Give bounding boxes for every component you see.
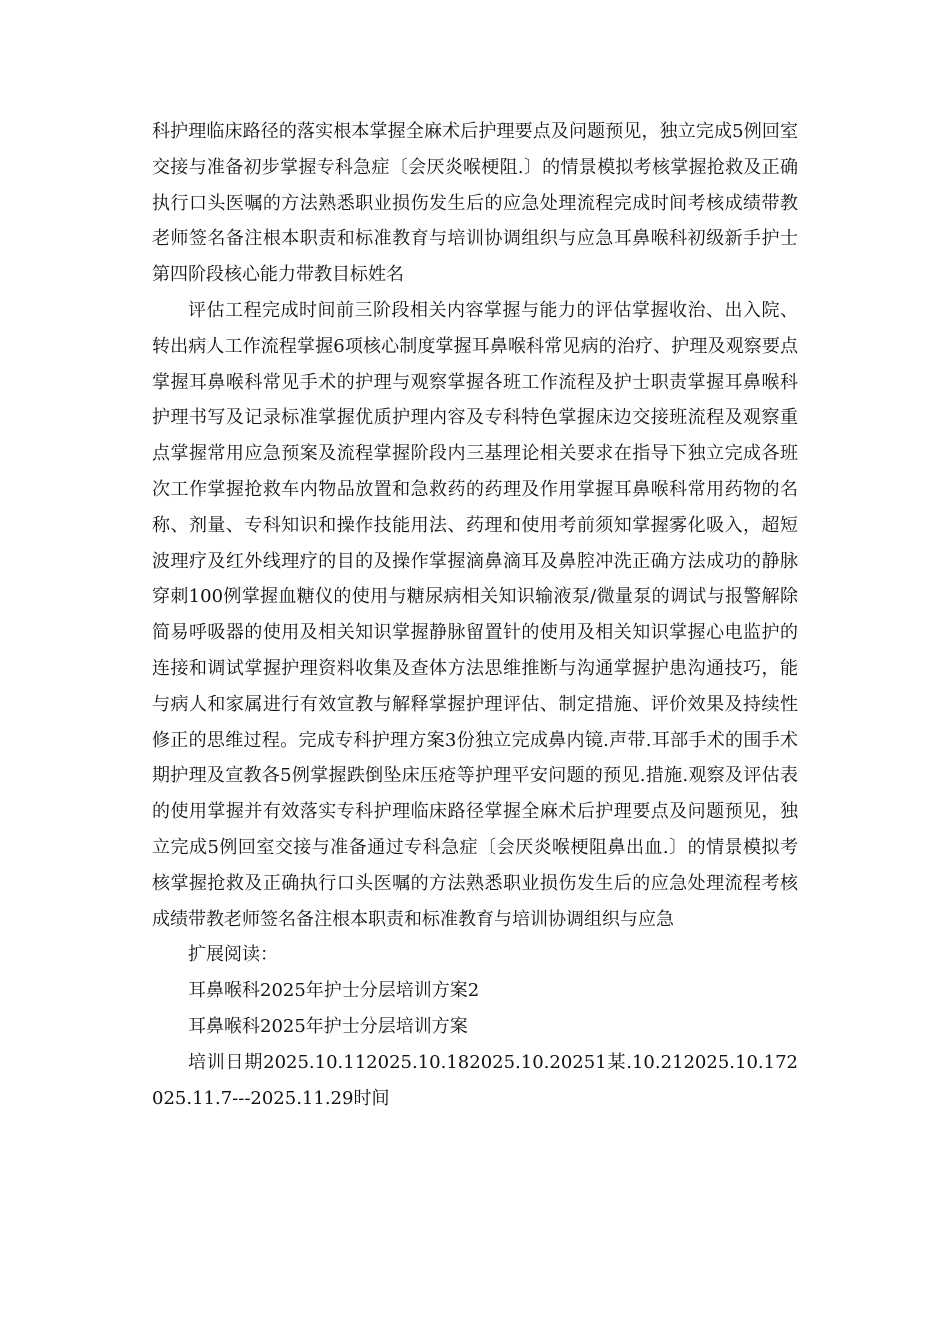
paragraph-assessment-items: 评估工程完成时间前三阶段相关内容掌握与能力的评估掌握收治、出入院、转出病人工作流程掌握6项核心制度掌握耳鼻喉科常见病的治疗、护理及观察要点掌握耳鼻喉科常见手术的护理与观察掌握各班工作流程及护士职责掌握耳鼻喉科护理书写及记录标准掌握优质护理内容及专科特色掌握床边交接班流程及观察重点掌握常用应急预案及流程掌握阶段内三基理论相关要求在指导下独立完成各班次工作掌握抢救车内物品放置和急救药的药理及作用掌握耳鼻喉科常用药物的名称、剂量、专科知识和操作技能用法、药理和使用考前须知掌握雾化吸入，超短波理疗及红外线理疗的目的及操作掌握滴鼻滴耳及鼻腔冲洗正确方法成功的静脉穿刺100例掌握血糖仪的使用与糖尿病相关知识输液泵/微量泵的调试与报警解除简易呼吸器的使用及相关知识掌握静脉留置针的使用及相关知识掌握心电监护的连接和调试掌握护理资料收集及查体方法思维推断与沟通掌握护患沟通技巧，能与病人和家属进行有效宣教与解释掌握护理评估、制定措施、评价效果及持续性修正的思维过程。完成专科护理方案3份独立完成鼻内镜.声带.耳部手术的围手术期护理及宣教各5例掌握跌倒坠床压疮等护理平安问题的预见.措施.观察及评估表的使用掌握并有效落实专科护理临床路径掌握全麻术后护理要点及问题预见，独立完成5例回室交接与准备通过专科急症〔会厌炎喉梗阻鼻出血.〕的情景模拟考核掌握抢救及正确执行口头医嘱的方法熟悉职业损伤发生后的应急处理流程考核成绩带教老师签名备注根本职责和标准教育与培训协调组织与应急 [152, 299, 798, 930]
paragraph-continuation: 科护理临床路径的落实根本掌握全麻术后护理要点及问题预见，独立完成5例回室交接与准备初步掌握专科急症〔会厌炎喉梗阻.〕的情景模拟考核掌握抢救及正确执行口头医嘱的方法熟悉职业损伤发生后的应急处理流程完成时间考核成绩带教老师签名备注根本职责和标准教育与培训协调组织与应急耳鼻喉科初级新手护士第四阶段核心能力带教目标姓名 [152, 121, 798, 286]
extended-reading-heading: 扩展阅读： [188, 944, 278, 966]
extended-reading-title: 耳鼻喉科2025年护士分层培训方案 [188, 1015, 468, 1037]
document-page [152, 114, 798, 1116]
training-dates-paragraph: 培训日期2025.10.112025.10.182025.10.20251某.10.212025.10.172025.11.7---2025.11.29时间 [152, 1051, 798, 1109]
extended-reading-title-2: 耳鼻喉科2025年护士分层培训方案2 [188, 980, 480, 1002]
